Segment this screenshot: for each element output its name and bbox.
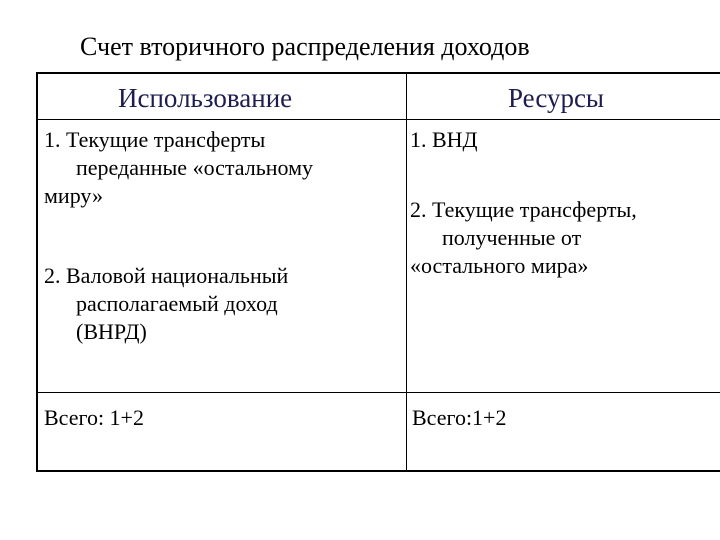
uses-item-1-line-1: 1. Текущие трансферты [44,127,266,152]
uses-item-gndi [44,262,288,346]
header-uses: Использование [118,83,293,113]
resources-item-2-line-1: 2. Текущие трансферты, [410,197,637,222]
resources-item-2-line-2: полученные от [442,225,582,250]
uses-item-1-line-2: переданные «остальному [76,155,314,180]
header-divider [38,119,720,120]
totals-divider [38,392,720,393]
accounts-table [36,72,720,472]
resources-item-gni [410,126,478,154]
uses-item-1-line-3: миру» [44,183,103,208]
uses-total: Всего: 1+2 [44,405,144,430]
uses-item-2-line-3: (ВНРД) [76,319,147,344]
uses-item-2-line-1: 2. Валовой национальный [44,263,289,288]
uses-item-2-line-2: располагаемый доход [76,291,278,316]
page-title: Счет вторичного распределения доходов [80,32,530,61]
resources-item-2-line-3: «остального мира» [410,253,589,278]
resources-item-1-line-1: 1. ВНД [410,127,478,152]
uses-item-transfers-paid [44,126,313,210]
column-divider [406,74,407,470]
resources-total: Всего:1+2 [412,405,507,430]
header-resources: Ресурсы [508,83,605,113]
resources-item-transfers-received [410,196,637,280]
